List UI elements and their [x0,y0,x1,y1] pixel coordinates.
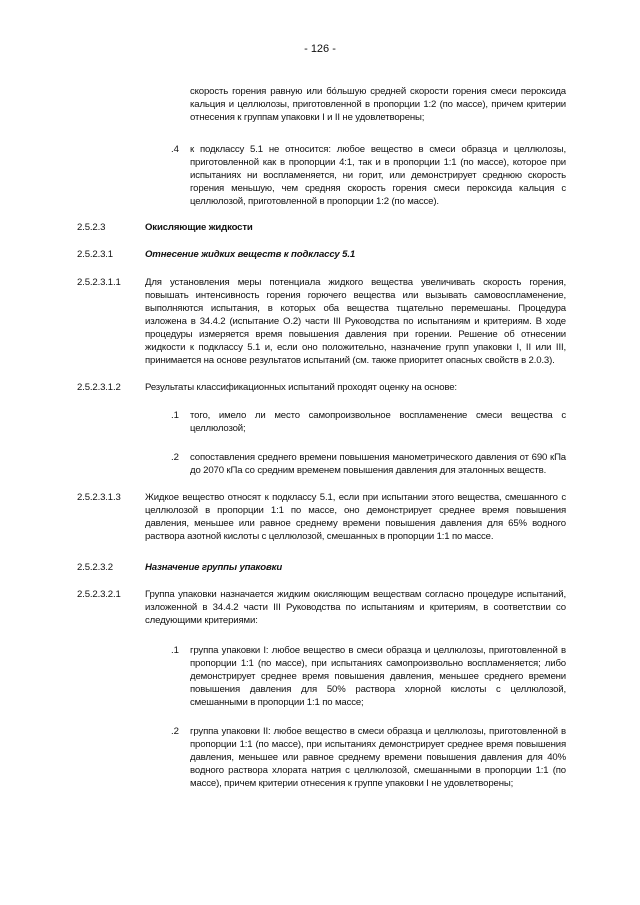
section-number: 2.5.2.3.1.3 [77,492,121,503]
page-number: - 126 - [304,43,336,55]
section-paragraph [145,276,566,367]
list-item-text: того, имело ли место самопроизвольное воспламенение смеси вещества с целлюлозой; [190,410,566,434]
list-marker: .1 [171,645,180,656]
section-number: 2.5.2.3.2.1 [77,589,121,600]
list-item [190,451,566,477]
section-paragraph [145,491,566,543]
list-marker: .2 [171,726,180,737]
list-item-text: группа упаковки I: любое вещество в смеси образца и целлюлозы, приготовленной в пропорции 1:1 (по массе), при испытаниях самопроизвольно воспламеняется; либо демонстрирует среднее время повышения давления, меньшее среднего времени повышения давления для 50% раствора хлорной кислоты с целлюлозой, смешанными в пропорции 1:1 по массе; [190,645,566,708]
subsection-heading: Отнесение жидких веществ к подклассу 5.1 [145,249,356,260]
list-item-text: сопоставления среднего времени повышения манометрического давления от 690 кПа до 2070 кПа со средним временем повышения давления для эталонных веществ. [190,452,566,476]
section-paragraph [145,588,566,627]
continuation-text: скорость горения равную или бо́льшую средней скорости горения смеси пероксида кальция и целлюлозы, приготовленной в пропорции 1:2 (по массе), причем критерии отнесения к группам упаковки I и II не удовлетворены; [190,86,566,123]
section-heading: Окисляющие жидкости [145,222,253,233]
list-item [190,644,566,709]
list-item-4 [190,143,566,208]
section-number: 2.5.2.3.1 [77,249,113,260]
list-item [190,725,566,790]
list-marker: .2 [171,452,180,463]
section-number: 2.5.2.3.1.2 [77,382,121,393]
list-marker: .1 [171,410,180,421]
paragraph-text: Для установления меры потенциала жидкого вещества увеличивать скорость горения, повышать интенсивность горения горючего вещества или вызывать самовоспламенение, выполняются испытания, в которых оба вещества тщательно перемешаны. Процедура изложена в 34.4.2 (испытание O.2) части III Руководства по испытаниям и критериям. В ходе процедуры измеряется время повышения давления при горении. Решение об отнесении жидкости к подклассу 5.1 и, если оно положительно, назначение групп упаковки I, II или III, принимается на основе результатов испытаний (см. также приоритет опасных свойств в 2.0.3). [145,277,566,366]
section-paragraph [145,381,566,394]
continuation-paragraph [190,85,566,124]
section-number: 2.5.2.3 [77,222,106,233]
section-number: 2.5.2.3.1.1 [77,277,121,288]
list-item-text: группа упаковки II: любое вещество в смеси образца и целлюлозы, приготовленной в пропорции 1:1 (по массе), при испытаниях демонстрирует среднее время повышения давления, меньшее или равное среднему времени повышения давления для 40% водного раствора хлората натрия с целлюлозой, смешанными в пропорции 1:1 (по массе), причем критерии отнесения к группе упаковки I не удовлетворены; [190,726,566,789]
list-item-text: к подклассу 5.1 не относится: любое вещество в смеси образца и целлюлозы, приготовленной как в пропорции 4:1, так и в пропорции 1:1 (по массе), которое при испытаниях ни воспламеняется, ни горит, или демонстрирует среднюю скорость горения меньшую, чем средняя скорость горения смеси пероксида кальция с целлюлозой, приготовленной в пропорции 1:2 (по массе). [190,144,566,207]
section-number: 2.5.2.3.2 [77,562,113,573]
subsection-heading: Назначение группы упаковки [145,562,283,573]
paragraph-text: Жидкое вещество относят к подклассу 5.1, если при испытании этого вещества, смешанного с целлюлозой в пропорции 1:1 по массе, оно демонстрирует среднее время повышения давления, меньшее или равное среднему времени повышения давления для 65% водного раствора азотной кислоты с целлюлозой, смешанных в пропорции 1:1 по массе. [145,492,566,542]
paragraph-text: Группа упаковки назначается жидким окисляющим веществам согласно процедуре испытаний, изложенной в 34.4.2 части III Руководства по испытаниям и критериям, в соответствии со следующими критериями: [145,589,566,626]
list-marker: .4 [171,144,180,155]
paragraph-text: Результаты классификационных испытаний проходят оценку на основе: [145,382,457,393]
list-item [190,409,566,435]
